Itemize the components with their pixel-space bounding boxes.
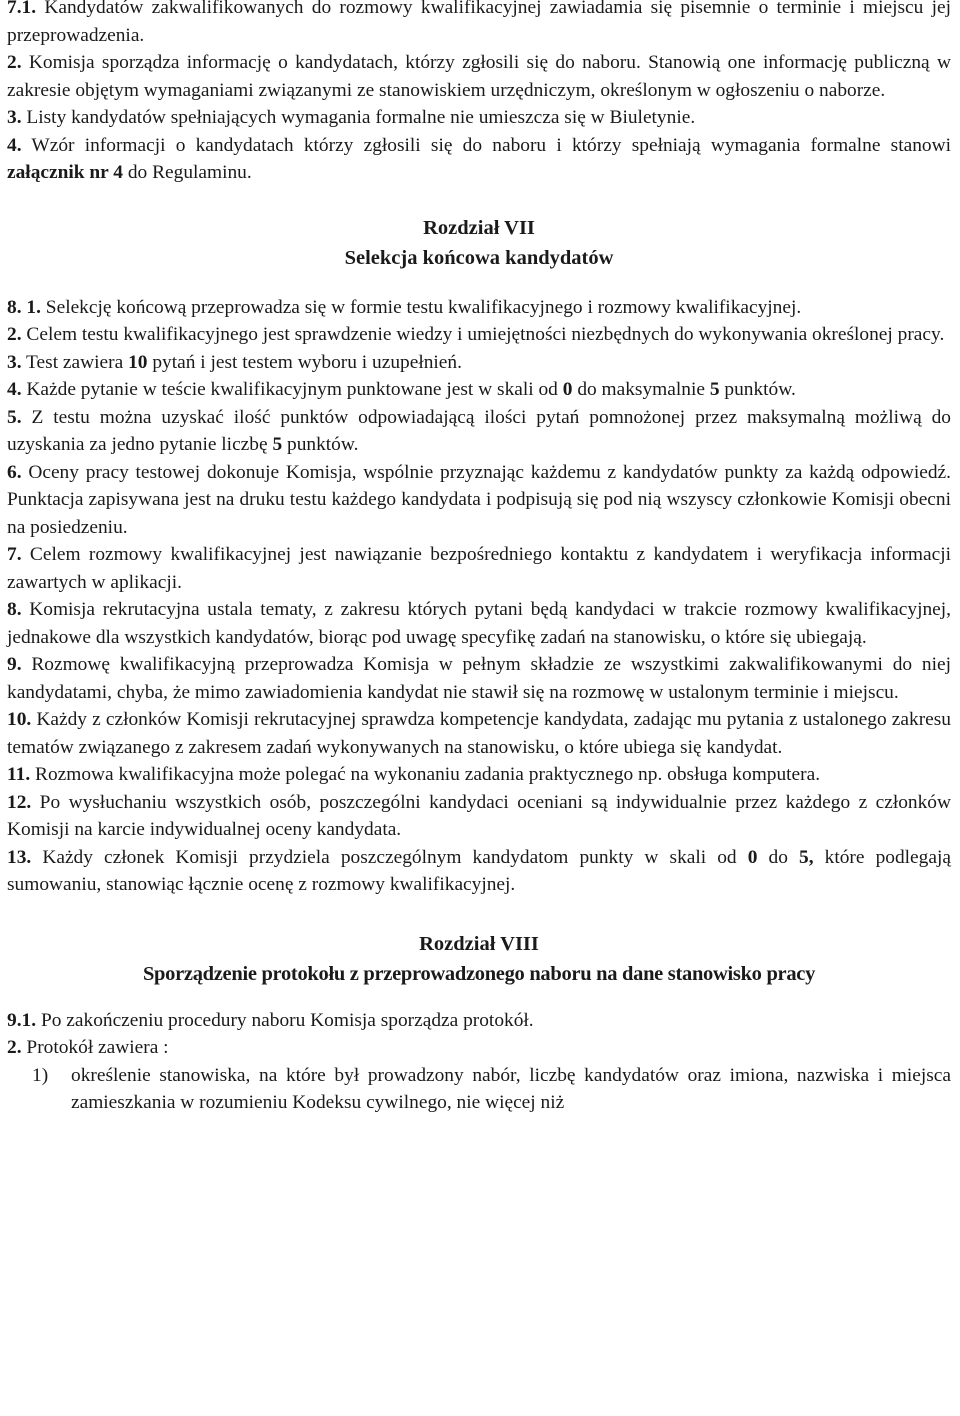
paragraph-text: Celem testu kwalifikacyjnego jest sprawdzenie wiedzy i umiejętności niezbędnych do wykonywania określonej pracy. — [26, 324, 945, 345]
paragraph-text: Rozmowę kwalifikacyjną przeprowadza Komisja w pełnym składzie ze wszystkimi zakwalifikowanymi do niej kandydatami, chyba, że mimo zawiadomienia kandydat nie stawił się na rozmowę w ustalonym terminie i miejscu. — [7, 654, 951, 703]
paragraph-text: Z testu można uzyskać ilość punktów odpowiadającą ilości pytań pomnożonej przez maksymalną możliwą do uzyskania za jedno pytanie liczbę — [7, 406, 951, 455]
paragraph-text: pytań i jest testem wyboru i uzupełnień. — [152, 351, 462, 373]
paragraph-8-5 — [7, 404, 951, 459]
paragraph-text: Oceny pracy testowej dokonuje Komisja, wspólnie przyznając każdemu z kandydatów punkty za każdą odpowiedź. Punktacja zapisywana jest na druku testu każdego kandydata i podpisują się pod nią wszyscy członkowie Komisji obecni na posiedzeniu. — [7, 461, 951, 538]
paragraph-text: Rozmowa kwalifikacyjna może polegać na wykonaniu zadania praktycznego np. obsługa komputera. — [35, 764, 821, 785]
section-number: 7. — [7, 544, 22, 565]
paragraph-text: Każdy członek Komisji przydziela poszczególnym kandydatom punkty w skali od — [42, 846, 737, 868]
paragraph-8-6 — [7, 459, 951, 542]
bold-value: 0 — [562, 379, 573, 400]
paragraph-text: punktów. — [724, 379, 796, 400]
paragraph-text: które podlegają sumowaniu, stanowiąc łącznie ocenę z rozmowy kwalifikacyjnej. — [7, 846, 951, 895]
section-number: 5. — [7, 406, 22, 428]
section-number: 9. — [7, 654, 22, 675]
section-number: 3. — [7, 107, 22, 128]
bold-value: 5 — [272, 434, 283, 455]
chapter-title: Sporządzenie protokołu z przeprowadzonego naboru na dane stanowisko pracy — [142, 962, 816, 985]
paragraph-text: do — [768, 846, 788, 868]
paragraph-8-11 — [7, 761, 951, 789]
paragraph-text: Po zakończeniu procedury naboru Komisja sporządza protokół. — [40, 1009, 534, 1031]
paragraph-7-3 — [7, 104, 951, 132]
paragraph-text: Selekcję końcową przeprowadza się w formie testu kwalifikacyjnego i rozmowy kwalifikacyjnej. — [45, 296, 802, 318]
paragraph-7-4 — [7, 132, 951, 187]
chapter-title: Selekcja końcowa kandydatów — [344, 246, 614, 269]
paragraph-text: Po wysłuchaniu wszystkich osób, poszczególni kandydaci oceniani są indywidualnie przez każdego z członków Komisji na karcie indywidualnej oceny kandydata. — [7, 791, 951, 840]
paragraph-text: Komisja sporządza informację o kandydatach, którzy zgłosili się do naboru. Stanowią one informację publiczną w zakresie objętym wymaganiami związanymi ze stanowiskiem urzędniczym, określonym w ogłoszeniu o naborze. — [7, 52, 951, 101]
paragraph-7-1 — [7, 0, 951, 49]
paragraph-text: Celem rozmowy kwalifikacyjnej jest nawiązanie bezpośredniego kontaktu z kandydatem i weryfikacja informacji zawartych w aplikacji. — [7, 544, 951, 593]
bold-value: 5, — [799, 846, 814, 868]
paragraph-8-10 — [7, 706, 951, 761]
paragraph-8-7 — [7, 541, 951, 596]
paragraph-text: Każdy z członków Komisji rekrutacyjnej sprawdza kompetencje kandydata, zadając mu pytania z ustalonego zakresu tematów związanego z zakresem zadań wykonywanych na stanowisku, o które ubiega się kandydat. — [7, 709, 952, 758]
section-number: 11. — [7, 764, 31, 785]
paragraph-text: Listy kandydatów spełniających wymagania formalne nie umieszcza się w Biuletynie. — [26, 107, 696, 128]
bold-value: 10 — [128, 351, 148, 373]
paragraph-text: Każde pytanie w teście kwalifikacyjnym punktowane jest w skali od — [26, 379, 558, 400]
list-number: 1) — [32, 1064, 49, 1086]
chapter-heading: Rozdział VIII — [419, 932, 539, 955]
section-number: 6. — [7, 461, 22, 483]
paragraph-text: Komisja rekrutacyjna ustala tematy, z zakresu których pytani będą kandydaci w trakcie rozmowy kwalifikacyjnej, jednakowe dla wszystkich kandydatów, biorąc pod uwagę specyfikę zadań na stanowisku, o które się ubiegają. — [7, 599, 951, 648]
paragraph-8-1 — [7, 294, 951, 322]
paragraph-8-8 — [7, 596, 951, 651]
list-text: określenie stanowiska, na które był prowadzony nabór, liczbę kandydatów oraz imiona, nazwiska i miejsca zamieszkania w rozumieniu Kodeksu cywilnego, nie więcej niż — [71, 1064, 951, 1113]
section-number: 8. — [7, 599, 22, 620]
paragraph-text: Wzór informacji o kandydatach którzy zgłosili się do naboru i którzy spełniają wymagania formalne stanowi — [31, 134, 951, 156]
chapter-heading: Rozdział VII — [423, 216, 535, 239]
section-number: 2. — [7, 1037, 22, 1058]
paragraph-text: punktów. — [287, 434, 359, 455]
paragraph-text: Kandydatów zakwalifikowanych do rozmowy kwalifikacyjnej zawiadamia się pisemnie o terminie i miejscu jej przeprowadzenia. — [7, 0, 951, 46]
attachment-reference: załącznik nr 4 — [7, 162, 123, 183]
paragraph-text: Protokół zawiera : — [26, 1037, 169, 1058]
section-number: 9.1. — [7, 1009, 37, 1031]
paragraph-8-2 — [7, 321, 951, 349]
section-number: 7.1. — [7, 0, 37, 18]
paragraph-text: Test zawiera — [26, 351, 124, 373]
section-number: 2. — [7, 52, 22, 73]
section-number: 10. — [7, 709, 32, 730]
section-number: 8. 1. — [7, 296, 41, 318]
paragraph-text: do Regulaminu. — [127, 162, 252, 183]
paragraph-8-3 — [7, 349, 951, 377]
bold-value: 0 — [747, 846, 758, 868]
paragraph-7-2 — [7, 49, 951, 104]
section-number: 4. — [7, 379, 22, 400]
paragraph-9-2 — [7, 1034, 951, 1062]
paragraph-8-9 — [7, 651, 951, 706]
section-number: 3. — [7, 351, 22, 373]
section-number: 13. — [7, 846, 32, 868]
list-item — [7, 1062, 951, 1117]
paragraph-8-4 — [7, 376, 951, 404]
paragraph-9-1 — [7, 1007, 951, 1035]
bold-value: 5 — [709, 379, 720, 400]
section-number: 4. — [7, 134, 22, 156]
paragraph-8-12 — [7, 789, 951, 844]
section-number: 12. — [7, 791, 32, 813]
paragraph-8-13 — [7, 844, 951, 899]
paragraph-text: do maksymalnie — [577, 379, 705, 400]
section-number: 2. — [7, 324, 22, 345]
